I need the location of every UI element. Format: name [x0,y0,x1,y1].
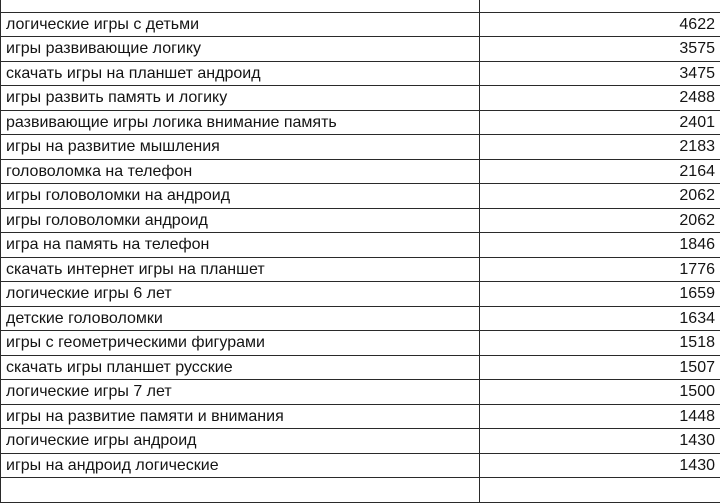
count-cell[interactable]: 1430 [480,429,720,454]
count-cell[interactable] [480,478,720,503]
count-cell[interactable]: 1507 [480,355,720,380]
table-row [1,12,720,37]
count-cell[interactable]: 2488 [480,86,720,111]
count-cell[interactable]: 2062 [480,208,720,233]
table-row [1,159,720,184]
count-cell[interactable]: 2062 [480,184,720,209]
count-cell[interactable]: 4622 [480,12,720,37]
query-cell[interactable]: игры развить память и логику [1,86,480,111]
table-row [1,110,720,135]
count-cell[interactable]: 3575 [480,37,720,62]
table-row [1,453,720,478]
query-cell[interactable]: логические игры андроид [1,429,480,454]
count-cell[interactable]: 1634 [480,306,720,331]
query-cell[interactable]: головоломка на телефон [1,159,480,184]
query-cell[interactable]: игры головоломки на андроид [1,184,480,209]
table-row [1,61,720,86]
table-row [1,208,720,233]
table-row [1,257,720,282]
count-cell[interactable]: 1500 [480,380,720,405]
table-row [1,355,720,380]
table-row [1,478,720,503]
query-cell[interactable]: скачать интернет игры на планшет [1,257,480,282]
count-cell[interactable]: 1448 [480,404,720,429]
query-cell[interactable]: игры на развитие мышления [1,135,480,160]
table-row [1,306,720,331]
table-row [1,233,720,258]
keyword-table-body [1,0,720,502]
table-row [1,380,720,405]
query-cell[interactable]: игры на развитие памяти и внимания [1,404,480,429]
count-cell[interactable]: 1430 [480,453,720,478]
table-row [1,37,720,62]
query-cell[interactable]: детские головоломки [1,306,480,331]
table-row [1,184,720,209]
table-row [1,0,720,12]
query-cell[interactable]: игры на андроид логические [1,453,480,478]
count-cell[interactable]: 2401 [480,110,720,135]
query-cell[interactable]: игры с геометрическими фигурами [1,331,480,356]
table-row [1,86,720,111]
count-cell[interactable]: 1518 [480,331,720,356]
query-cell[interactable]: развивающие игры логика внимание память [1,110,480,135]
query-cell[interactable]: игра на память на телефон [1,233,480,258]
count-cell[interactable]: 3475 [480,61,720,86]
query-cell[interactable]: скачать игры планшет русские [1,355,480,380]
count-cell[interactable]: 1659 [480,282,720,307]
count-cell[interactable]: 2183 [480,135,720,160]
count-cell[interactable]: 2164 [480,159,720,184]
query-cell[interactable]: игры головоломки андроид [1,208,480,233]
query-cell[interactable]: логические игры с детьми [1,12,480,37]
query-cell[interactable]: скачать игры на планшет андроид [1,61,480,86]
table-row [1,282,720,307]
count-cell[interactable] [480,0,720,12]
query-cell[interactable] [1,478,480,503]
table-row [1,404,720,429]
table-row [1,135,720,160]
query-cell[interactable]: игры развивающие логику [1,37,480,62]
count-cell[interactable]: 1846 [480,233,720,258]
table-row [1,331,720,356]
table-row [1,429,720,454]
query-cell[interactable]: логические игры 6 лет [1,282,480,307]
query-cell[interactable]: логические игры 7 лет [1,380,480,405]
query-cell[interactable] [1,0,480,12]
count-cell[interactable]: 1776 [480,257,720,282]
